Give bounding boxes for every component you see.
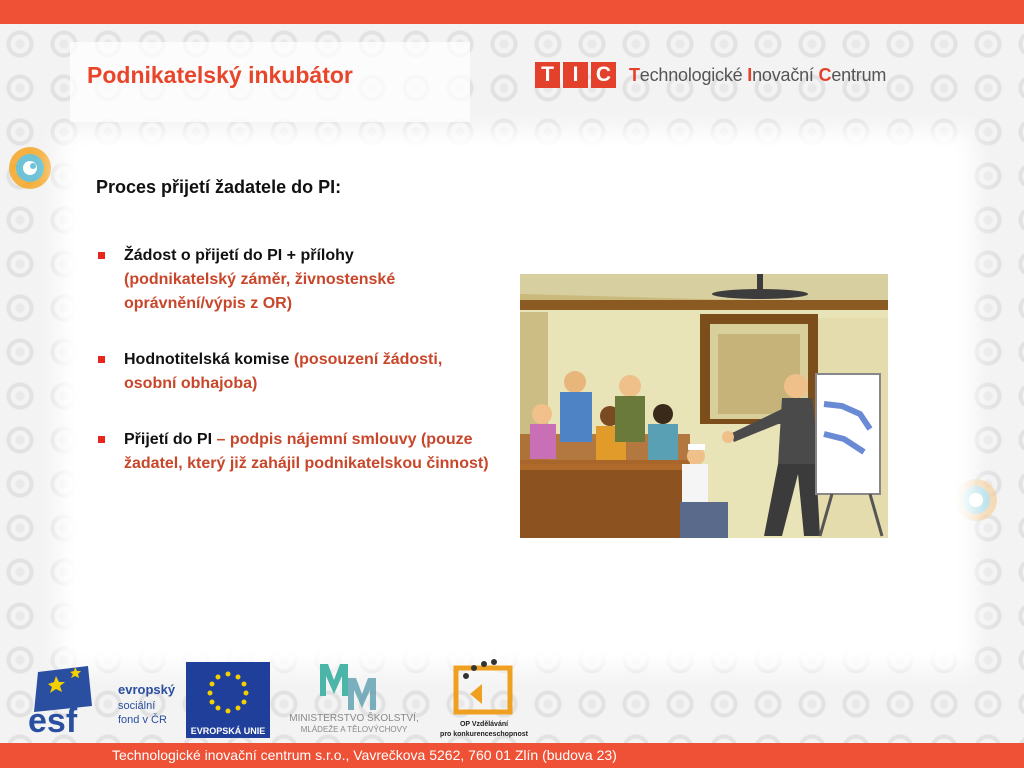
op-education-logo [434, 658, 534, 740]
swirl-icon [6, 144, 54, 192]
list-item-lead: Přijetí do PI [124, 431, 213, 448]
esf-text-line: fond v ČR [118, 714, 167, 726]
swirl-icon [952, 476, 1000, 524]
tic-name-part: I [747, 64, 753, 85]
footer-address: Technologické inovační centrum s.r.o., Vavrečkova 5262, 760 01 Zlín (budova 23) [112, 747, 617, 763]
op-text-line: OP Vzdělávání [459, 721, 509, 728]
op-text-line: pro konkurenceschopnost [440, 731, 528, 738]
list-item-detail: podpis nájemní smlouvy (pouze žadatel, který již zahájil podnikatelskou činnost) [124, 431, 489, 472]
eu-flag-logo [184, 662, 272, 738]
tic-name-part: echnologické [639, 64, 748, 85]
esf-short: esf [28, 702, 78, 738]
msmt-logo [276, 658, 432, 738]
square-bullet-icon [98, 436, 105, 443]
msmt-text-line: MLÁDEŽE A TĚLOVÝCHOVY [300, 725, 408, 734]
tic-full-name [629, 65, 886, 86]
square-bullet-icon [98, 252, 105, 259]
list-item [96, 348, 496, 396]
list-item-dash: – [212, 431, 230, 448]
courtroom-presentation-illustration [520, 274, 888, 538]
esf-text-line: evropský [118, 682, 176, 697]
list-item-detail: (podnikatelský záměr, živnostenské oprávnění/výpis z OR) [124, 271, 396, 312]
tic-name-part: novační [752, 64, 819, 85]
footer-bar [0, 743, 1024, 768]
section-heading: Proces přijetí žadatele do PI: [96, 177, 342, 197]
tic-logo [535, 60, 886, 90]
square-bullet-icon [98, 356, 105, 363]
esf-logo [28, 662, 180, 738]
list-item [96, 244, 496, 316]
esf-text-line: sociální [118, 700, 156, 712]
tic-letter-box: T [535, 62, 560, 88]
list-item [96, 428, 496, 476]
list-item-lead: Žádost o přijetí do PI + přílohy [124, 247, 354, 264]
tic-name-part: C [818, 64, 832, 85]
process-list [96, 244, 496, 508]
tic-name-part: T [629, 64, 640, 85]
sponsor-logos [0, 656, 1024, 742]
tic-letter-box: I [563, 62, 588, 88]
tic-letter-box: C [591, 62, 616, 88]
top-accent-bar [0, 0, 1024, 24]
eu-text: EVROPSKÁ UNIE [190, 726, 266, 736]
list-item-detail: (posouzení žádosti, osobní obhajoba) [124, 351, 443, 392]
list-item-lead: Hodnotitelská komise [124, 351, 290, 368]
tic-name-part: entrum [831, 64, 887, 85]
page-title: Podnikatelský inkubátor [87, 62, 353, 88]
msmt-text-line: MINISTERSTVO ŠKOLSTVÍ, [289, 713, 419, 724]
